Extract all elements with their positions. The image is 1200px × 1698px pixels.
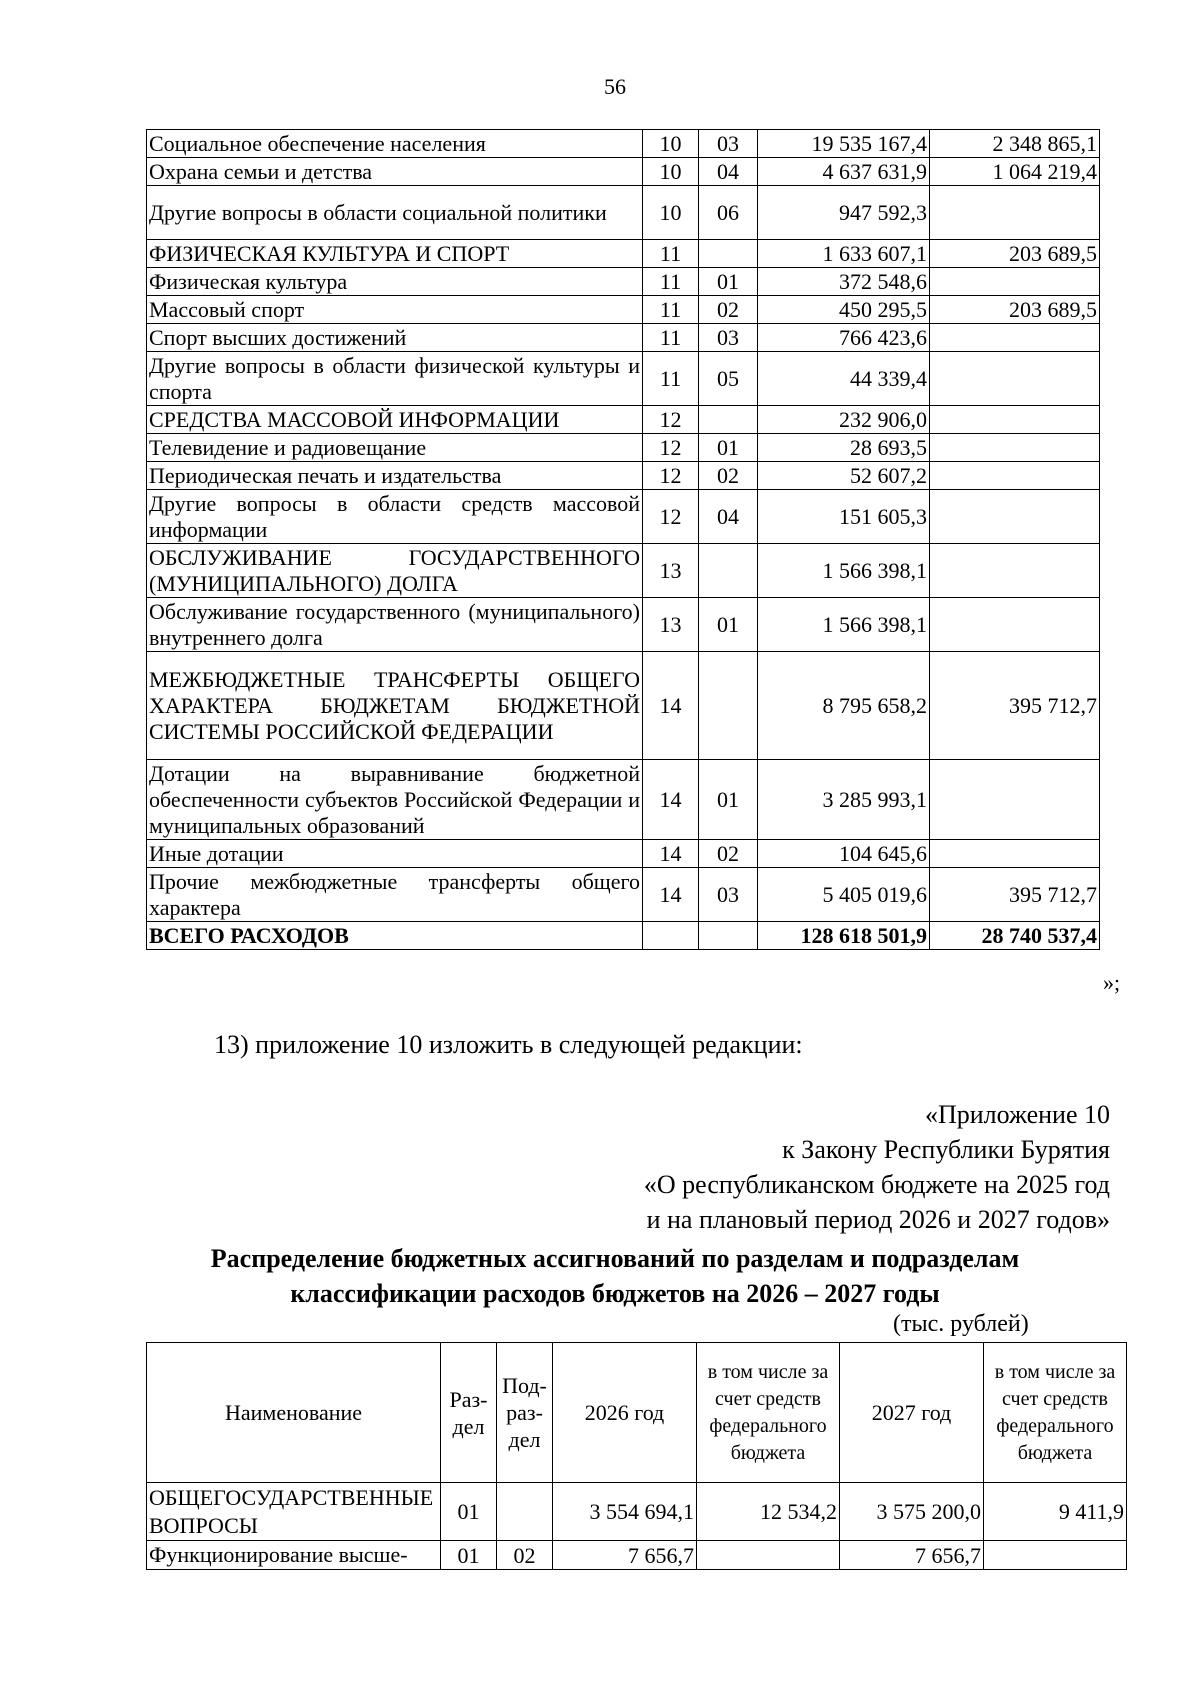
row-section: 12: [643, 434, 699, 462]
row-total: 450 295,5: [758, 296, 930, 324]
row-federal-2026: [697, 1541, 840, 1570]
row-subsection: 01: [699, 760, 758, 840]
table-row: [147, 130, 1100, 158]
row-section: 14: [643, 652, 699, 760]
row-subsection: 03: [699, 130, 758, 158]
total-subsection: [699, 922, 758, 950]
row-federal: [930, 760, 1100, 840]
table-row: [147, 268, 1100, 296]
row-subsection: [699, 652, 758, 760]
units-label: (тыс. рублей): [893, 1311, 1029, 1337]
row-total: 4 637 631,9: [758, 158, 930, 186]
appendix-ref-line: «Приложение 10: [924, 1100, 1110, 1129]
row-subsection: 02: [497, 1541, 553, 1570]
row-federal: 1 064 219,4: [930, 158, 1100, 186]
row-section: 14: [643, 760, 699, 840]
total-label: ВСЕГО РАСХОДОВ: [147, 922, 643, 950]
closing-quote-mark: »;: [1103, 970, 1121, 995]
row-section: 11: [643, 296, 699, 324]
row-total: 232 906,0: [758, 406, 930, 434]
row-federal: [930, 462, 1100, 490]
row-subsection: 01: [699, 268, 758, 296]
row-section: 12: [643, 490, 699, 544]
appendix-ref-line: и на плановый период 2026 и 2027 годов»: [646, 1205, 1110, 1234]
row-subsection: [699, 544, 758, 598]
row-subsection: 04: [699, 158, 758, 186]
table-row: [147, 352, 1100, 406]
row-section: 13: [643, 544, 699, 598]
header-federal-2027: в том числе за счет средств федерального бюджета: [984, 1343, 1127, 1483]
row-section: 01: [441, 1541, 497, 1570]
row-federal: [930, 490, 1100, 544]
row-section: 10: [643, 158, 699, 186]
table-row: [147, 434, 1100, 462]
header-2027: 2027 год: [840, 1343, 984, 1483]
row-subsection: 05: [699, 352, 758, 406]
row-federal: [930, 324, 1100, 352]
table-row: [147, 296, 1100, 324]
row-name: Дотации на выравнивание бюджетной обеспеченности субъектов Российской Федерации и муниципальных образований: [147, 760, 643, 840]
row-federal: 2 348 865,1: [930, 130, 1100, 158]
document-title-line: Распределение бюджетных ассигнований по разделам и подразделам: [210, 1244, 1020, 1273]
row-total: 1 566 398,1: [758, 544, 930, 598]
row-name: Другие вопросы в области физической культуры и спорта: [147, 352, 643, 406]
table-row: [147, 760, 1100, 840]
header-subsection: Под-раз-дел: [497, 1343, 553, 1483]
table-header-row: [147, 1343, 1127, 1483]
row-name: Обслуживание государственного (муниципального) внутреннего долга: [147, 598, 643, 652]
row-total: 1 633 607,1: [758, 240, 930, 268]
row-name: МЕЖБЮДЖЕТНЫЕ ТРАНСФЕРТЫ ОБЩЕГО ХАРАКТЕРА БЮДЖЕТАМ БЮДЖЕТНОЙ СИСТЕМЫ РОССИЙСКОЙ ФЕДЕРАЦИИ: [147, 652, 643, 760]
total-row: [147, 922, 1100, 950]
row-name: Телевидение и радиовещание: [147, 434, 643, 462]
row-name: Социальное обеспечение населения: [147, 130, 643, 158]
row-2026: 3 554 694,1: [553, 1483, 697, 1541]
row-federal: [930, 544, 1100, 598]
row-2027: 7 656,7: [840, 1541, 984, 1570]
appendix-ref-line: к Закону Республики Бурятия: [782, 1135, 1110, 1164]
row-section: 11: [643, 240, 699, 268]
table-row: [147, 406, 1100, 434]
row-subsection: 02: [699, 296, 758, 324]
row-subsection: 02: [699, 462, 758, 490]
header-federal-2026: в том числе за счет средств федерального бюджета: [697, 1343, 840, 1483]
row-federal: [930, 840, 1100, 868]
row-total: 1 566 398,1: [758, 598, 930, 652]
row-2027: 3 575 200,0: [840, 1483, 984, 1541]
total-section: [643, 922, 699, 950]
row-federal: 203 689,5: [930, 240, 1100, 268]
row-subsection: 01: [699, 598, 758, 652]
row-total: 3 285 993,1: [758, 760, 930, 840]
row-name: ФИЗИЧЕСКАЯ КУЛЬТУРА И СПОРТ: [147, 240, 643, 268]
row-total: 8 795 658,2: [758, 652, 930, 760]
table-row: [147, 324, 1100, 352]
table-row: [147, 490, 1100, 544]
row-subsection: 04: [699, 490, 758, 544]
row-federal-2026: 12 534,2: [697, 1483, 840, 1541]
table-row: [147, 158, 1100, 186]
row-subsection: 02: [699, 840, 758, 868]
table-row: [147, 462, 1100, 490]
row-section: 11: [643, 268, 699, 296]
row-total: 5 405 019,6: [758, 868, 930, 922]
row-2026: 7 656,7: [553, 1541, 697, 1570]
row-subsection: [699, 240, 758, 268]
row-subsection: [497, 1483, 553, 1541]
row-total: 947 592,3: [758, 186, 930, 240]
row-federal: [930, 268, 1100, 296]
row-name: Периодическая печать и издательства: [147, 462, 643, 490]
total-amount: 128 618 501,9: [758, 922, 930, 950]
header-name: Наименование: [147, 1343, 441, 1483]
row-name: Иные дотации: [147, 840, 643, 868]
row-name: ОБСЛУЖИВАНИЕ ГОСУДАРСТВЕННОГО (МУНИЦИПАЛЬНОГО) ДОЛГА: [147, 544, 643, 598]
row-section: 10: [643, 130, 699, 158]
row-name: ОБЩЕГОСУДАРСТВЕННЫЕ ВОПРОСЫ: [147, 1483, 441, 1541]
row-total: 104 645,6: [758, 840, 930, 868]
page-number: 56: [604, 74, 626, 99]
row-name: Охрана семьи и детства: [147, 158, 643, 186]
row-section: 01: [441, 1483, 497, 1541]
row-section: 14: [643, 868, 699, 922]
row-total: 44 339,4: [758, 352, 930, 406]
row-section: 14: [643, 840, 699, 868]
amendment-instruction: 13) приложение 10 изложить в следующей редакции:: [214, 1030, 803, 1059]
row-total: 766 423,6: [758, 324, 930, 352]
row-federal: [930, 186, 1100, 240]
row-section: 13: [643, 598, 699, 652]
table-row: [147, 544, 1100, 598]
table-row: [147, 598, 1100, 652]
row-federal: [930, 598, 1100, 652]
table-row: [147, 186, 1100, 240]
row-name: Прочие межбюджетные трансферты общего характера: [147, 868, 643, 922]
row-subsection: 01: [699, 434, 758, 462]
row-subsection: 06: [699, 186, 758, 240]
row-section: 12: [643, 462, 699, 490]
header-section: Раз-дел: [441, 1343, 497, 1483]
header-2026: 2026 год: [553, 1343, 697, 1483]
row-subsection: [699, 406, 758, 434]
document-title-line: классификации расходов бюджетов на 2026 – 2027 годы: [290, 1279, 940, 1308]
row-federal: 395 712,7: [930, 868, 1100, 922]
row-name: Массовый спорт: [147, 296, 643, 324]
row-name: Функционирование высше-: [147, 1541, 441, 1570]
row-section: 10: [643, 186, 699, 240]
row-subsection: 03: [699, 324, 758, 352]
row-federal: 395 712,7: [930, 652, 1100, 760]
row-total: 372 548,6: [758, 268, 930, 296]
row-section: 11: [643, 324, 699, 352]
document-title: [0, 1241, 1200, 1311]
row-section: 12: [643, 406, 699, 434]
appendix-ref-line: «О республиканском бюджете на 2025 год: [643, 1170, 1110, 1199]
row-total: 19 535 167,4: [758, 130, 930, 158]
row-federal: [930, 406, 1100, 434]
table-row: [147, 1483, 1127, 1541]
allocation-table: [146, 1342, 1127, 1570]
total-federal: 28 740 537,4: [930, 922, 1100, 950]
row-section: 11: [643, 352, 699, 406]
row-total: 151 605,3: [758, 490, 930, 544]
row-subsection: 03: [699, 868, 758, 922]
expenditure-table-continued: [146, 129, 1100, 950]
table-row: [147, 1541, 1127, 1570]
row-federal: [930, 352, 1100, 406]
row-name: Другие вопросы в области средств массовой информации: [147, 490, 643, 544]
table-row: [147, 840, 1100, 868]
row-total: 28 693,5: [758, 434, 930, 462]
row-name: Спорт высших достижений: [147, 324, 643, 352]
row-federal-2027: [984, 1541, 1127, 1570]
table-row: [147, 240, 1100, 268]
row-name: СРЕДСТВА МАССОВОЙ ИНФОРМАЦИИ: [147, 406, 643, 434]
row-total: 52 607,2: [758, 462, 930, 490]
row-federal: 203 689,5: [930, 296, 1100, 324]
row-federal-2027: 9 411,9: [984, 1483, 1127, 1541]
row-name: Другие вопросы в области социальной политики: [147, 186, 643, 240]
row-name: Физическая культура: [147, 268, 643, 296]
row-federal: [930, 434, 1100, 462]
appendix-reference: [644, 1097, 1110, 1237]
table-row: [147, 652, 1100, 760]
table-row: [147, 868, 1100, 922]
